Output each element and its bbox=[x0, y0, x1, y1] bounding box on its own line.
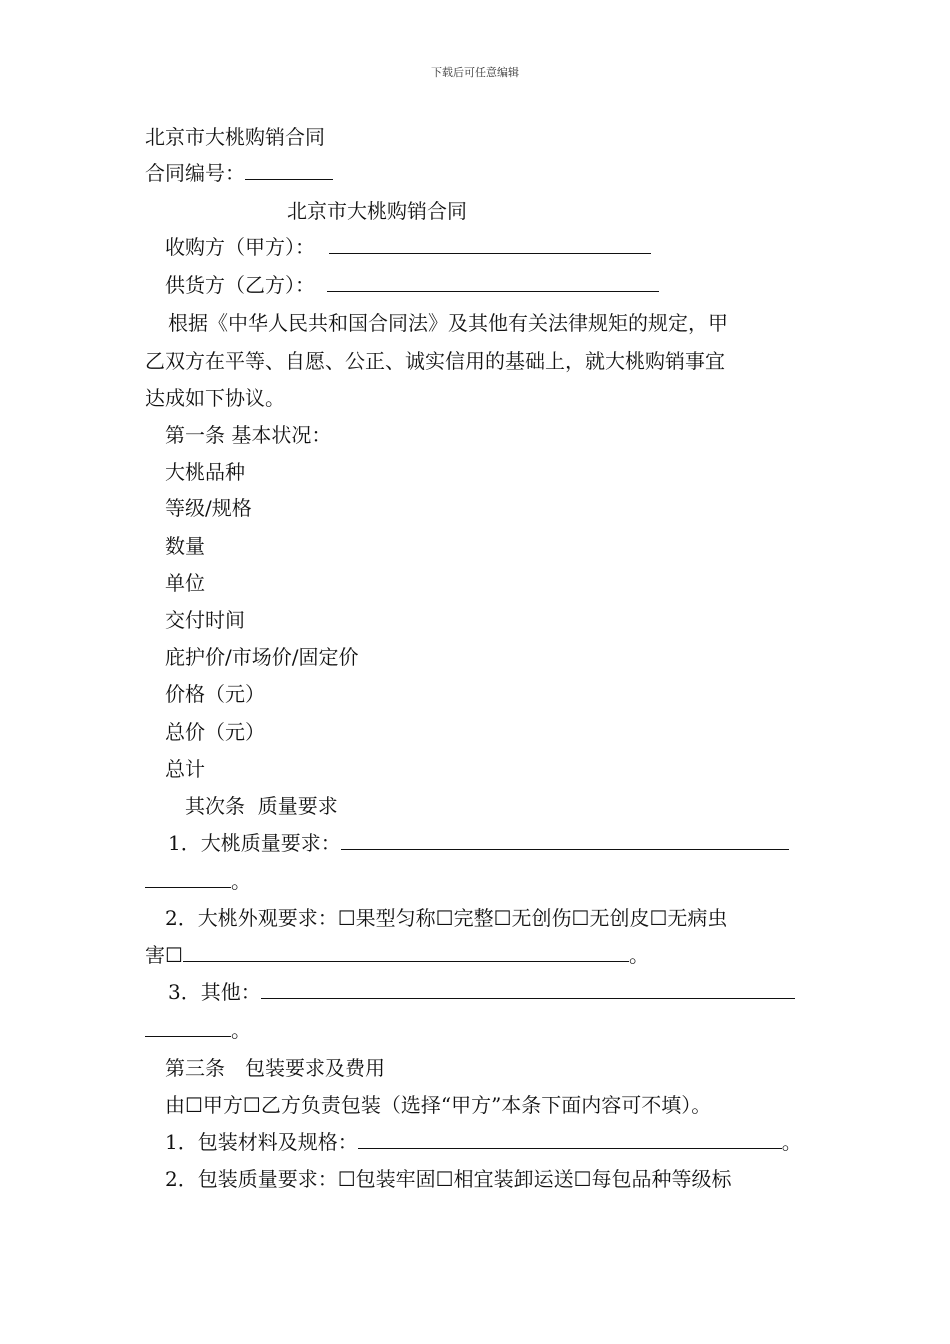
article1-item: 大桃品种 bbox=[165, 460, 245, 484]
other-requirement-row bbox=[168, 979, 795, 1005]
quality-requirement-field-cont[interactable] bbox=[145, 868, 231, 888]
packaging-material-row bbox=[165, 1129, 802, 1155]
article1-item: 数量 bbox=[165, 534, 205, 558]
quality-requirement-row bbox=[168, 830, 789, 856]
quality-requirement-field[interactable] bbox=[341, 830, 789, 850]
intro-line: 根据《中华人民共和国合同法》及其他有关法律规矩的规定，甲 bbox=[168, 311, 728, 335]
period: 。 bbox=[231, 869, 251, 893]
other-requirement-cont bbox=[145, 1017, 251, 1043]
packaging-responsibility-row[interactable]: 由☐甲方☐乙方负责包装（选择“甲方”本条下面内容可不填）。 bbox=[165, 1093, 712, 1117]
packaging-material-label: 1．包装材料及规格： bbox=[165, 1130, 358, 1154]
article1-item: 庇护价/市场价/固定价 bbox=[165, 645, 359, 669]
supplier-field[interactable] bbox=[327, 272, 659, 292]
quality-requirement-label: 1．大桃质量要求： bbox=[168, 831, 341, 855]
appearance-other-field[interactable] bbox=[183, 942, 629, 962]
packaging-material-field[interactable] bbox=[358, 1129, 782, 1149]
buyer-label: 收购方（甲方）： bbox=[165, 235, 315, 259]
appearance-requirement-cont bbox=[145, 942, 649, 968]
article1-item: 总计 bbox=[165, 757, 205, 781]
article1-item: 总价（元） bbox=[165, 720, 265, 744]
article1-item: 价格（元） bbox=[165, 682, 265, 706]
contract-number-field[interactable] bbox=[245, 160, 333, 180]
quality-requirement-cont bbox=[145, 868, 251, 894]
period: 。 bbox=[781, 1130, 802, 1154]
period: 。 bbox=[231, 1018, 251, 1042]
article3-title: 第三条 包装要求及费用 bbox=[165, 1056, 385, 1080]
packaging-quality-row[interactable]: 2．包装质量要求：☐包装牢固☐相宜装卸运送☐每包品种等级标 bbox=[165, 1167, 732, 1191]
contract-heading: 北京市大桃购销合同 bbox=[287, 199, 467, 223]
pest-checkbox-label[interactable]: 害☐ bbox=[145, 943, 183, 967]
period: 。 bbox=[628, 943, 649, 967]
appearance-requirement-row[interactable]: 2．大桃外观要求：☐果型匀称☐完整☐无创伤☐无创皮☐无病虫 bbox=[165, 906, 728, 930]
other-requirement-field-cont[interactable] bbox=[145, 1017, 231, 1037]
supplier-label: 供货方（乙方）： bbox=[165, 273, 315, 297]
article1-item: 交付时间 bbox=[165, 608, 245, 632]
other-requirement-label: 3．其他： bbox=[168, 980, 261, 1004]
intro-line: 达成如下协议。 bbox=[145, 386, 285, 410]
contract-number-row bbox=[145, 160, 333, 186]
article2-title: 其次条 质量要求 bbox=[185, 794, 338, 818]
contract-number-label: 合同编号： bbox=[145, 161, 245, 185]
page-header-note: 下载后可任意编辑 bbox=[431, 66, 519, 79]
article1-title: 第一条 基本状况： bbox=[165, 423, 332, 447]
article1-item: 等级/规格 bbox=[165, 496, 252, 520]
document-title: 北京市大桃购销合同 bbox=[145, 125, 325, 149]
buyer-field[interactable] bbox=[329, 234, 651, 254]
other-requirement-field[interactable] bbox=[261, 979, 795, 999]
article1-item: 单位 bbox=[165, 571, 205, 595]
supplier-row bbox=[165, 272, 659, 298]
buyer-row bbox=[165, 234, 651, 260]
intro-line: 乙双方在平等、自愿、公正、诚实信用的基础上，就大桃购销事宜 bbox=[145, 349, 725, 373]
